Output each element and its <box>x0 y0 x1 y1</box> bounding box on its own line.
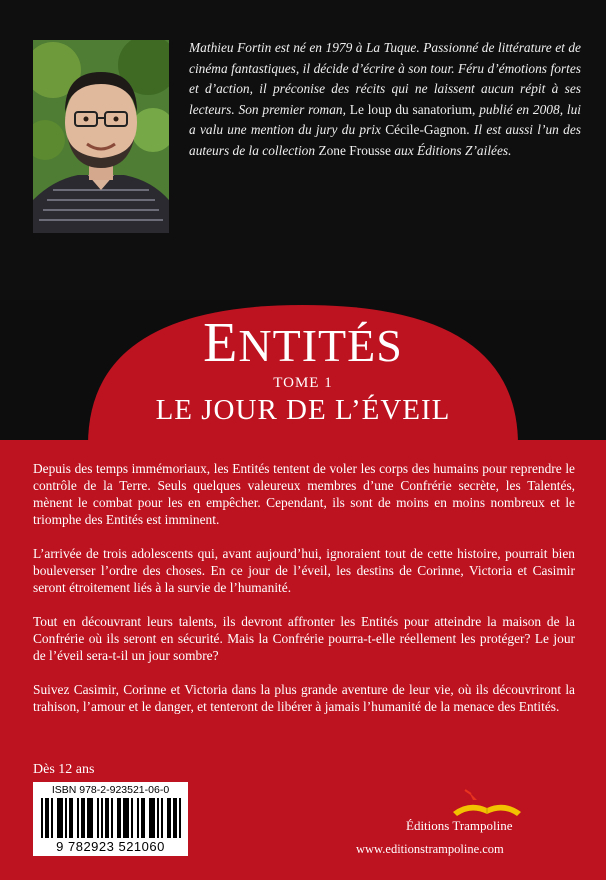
book-subtitle: LE JOUR DE L’ÉVEIL <box>155 394 451 426</box>
bio-text-2: publié en 2008, lui a valu une mention du jury du prix <box>189 101 581 138</box>
synopsis-paragraph: L’arrivée de trois adolescents qui, avant aujourd’hui, ignoraient tout de cette histoire, pourrait bien bouleverser l’ordre des choses. En ce jour de l’éveil, les destins de Corinne, Victoria et Casimir seront étroitement liés à la survie de l’humanité. <box>33 546 575 595</box>
synopsis-text <box>33 460 575 732</box>
series-title-initial: E <box>203 312 239 374</box>
synopsis-paragraph: Suivez Casimir, Corinne et Victoria dans la plus grande aventure de leur vie, où ils découvriront la trahison, l’amour et le danger, et tenteront de libérer à jamais l’humanité de la menace des Entités. <box>33 682 575 714</box>
barcode-number: 9 782923 521060 <box>56 839 165 854</box>
barcode-bars-icon <box>41 798 181 838</box>
barcode <box>33 782 188 856</box>
author-bio <box>189 38 581 162</box>
synopsis-paragraph: Depuis des temps immémoriaux, les Entités tentent de voler les corps des humains pour reprendre le contrôle de la Terre. Seuls quelques valeureux membres d’une Confrérie secrète, les Talentés, mènent le combat pour les en empêcher. Cependant, ils sont de moins en moins nombreux et le triomphe des Entités est imminent. <box>33 461 575 527</box>
bio-text-1: Mathieu Fortin est né en 1979 à La Tuque. Passionné de littérature et de cinéma fantastiques, il décide d’écrire à son tour. Féru d’émotions fortes et d’action, il préconise des récits qui ne laissent aucun répit à ses lecteurs. Son premier roman, <box>189 40 581 117</box>
synopsis-paragraph: Tout en découvrant leurs talents, ils devront affronter les Entités pour atteindre la maison de la Confrérie où ils seront en sécurité. Mais la Confrérie pourra-t-elle réellement les protéger? Le jour de l’éveil sera-t-il un jour sombre? <box>33 614 575 663</box>
isbn-label: ISBN 978-2-923521-06-0 <box>51 784 170 796</box>
title-block <box>0 312 606 427</box>
bio-award: Cécile-Gagnon. <box>385 122 470 138</box>
publisher-name: Éditions Trampoline <box>406 818 513 833</box>
bio-book-title: Le loup du sanatorium, <box>349 101 476 117</box>
tome-label: TOME 1 <box>273 375 333 391</box>
bio-text-4: aux Éditions Z’ailées. <box>394 142 512 158</box>
author-photo <box>33 40 169 233</box>
book-logo-icon <box>447 786 527 822</box>
series-title-rest: NTITÉS <box>238 320 403 371</box>
bio-collection: Zone Frousse <box>318 142 391 158</box>
publisher-website: www.editionstrampoline.com <box>356 842 504 856</box>
bio-text-3: Il est aussi l’un des auteurs de la collection <box>189 122 581 158</box>
age-rating: Dès 12 ans <box>33 762 95 777</box>
series-title <box>0 312 606 374</box>
